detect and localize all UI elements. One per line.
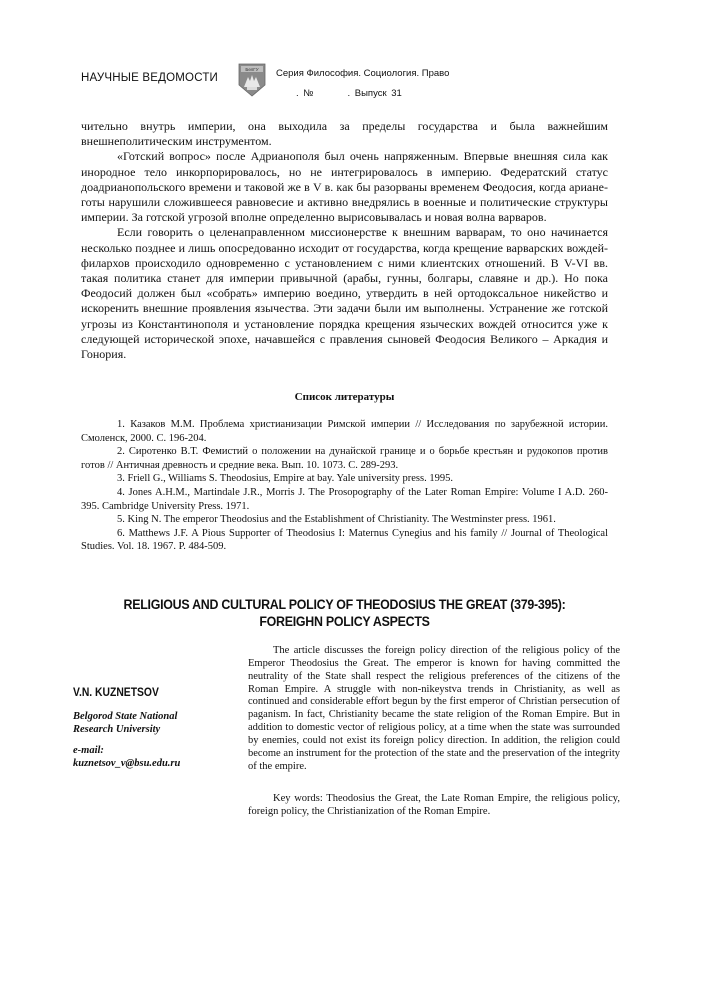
abstract — [248, 645, 620, 773]
reference-item: 3. Friell G., Williams S. Theodosius, Empire at bay. Yale university press. 1995. — [117, 473, 453, 485]
journal-title: НАУЧНЫЕ ВЕДОМОСТИ — [81, 72, 219, 84]
author-email: e-mail: kuznetsov_v@bsu.edu.ru — [73, 745, 181, 769]
reference-item: 6. Matthews J.F. A Pious Supporter of Theodosius I: Maternus Cynegius and his family // Journal of Theological Studies. Vol. 18. 1967. P. 484-509. — [81, 527, 608, 553]
reference-item: 4. Jones A.H.M., Martindale J.R., Morris J. The Prosopography of the Later Roman Empire: Volume I A.D. 260-395. Cambridge University Press. 1971. — [81, 486, 608, 512]
english-title-line: FOREIGHN POLICY ASPECTS — [259, 614, 430, 629]
issue-info — [296, 88, 402, 99]
issue-number: . № — [296, 88, 314, 99]
article-body — [81, 119, 608, 362]
body-paragraph: «Готский вопрос» после Адрианополя был очень напряженным. Впервые внешняя сила как инородное тело инкорпорировалось, но не интегрировалось в империю. Федератский статус доадрианопольского времени и таковой же в V в. как бы разорваны временем Феодосия, когда ариане-готы нарушили сложившееся равновесие и активно внедрялись в военные и политические структуры империи. За готской угрозой вполне определенно вырисовывалась и новая волна варваров. — [81, 149, 608, 225]
reference-item: 5. King N. The emperor Theodosius and the Establishment of Christianity. The Westminster press. 1961. — [117, 514, 556, 526]
logo-text: БелГУ — [245, 67, 259, 72]
references-list — [81, 418, 608, 554]
issue-part: . Выпуск 31 — [347, 88, 402, 99]
author-affiliation: Belgorod State National Research University — [73, 711, 178, 735]
english-title — [102, 596, 587, 630]
keywords-text: Key words: Theodosius the Great, the Late Roman Empire, the religious policy, foreign policy, the Christianization of the Roman Empire. — [248, 793, 620, 817]
body-paragraph: чительно внутрь империи, она выходила за пределы государства и была важнейшим внешнеполитическим инструментом. — [81, 119, 608, 149]
english-title-line: RELIGIOUS AND CULTURAL POLICY OF THEODOSIUS THE GREAT (379-395): — [123, 597, 566, 612]
author-name: V.N. KUZNETSOV — [73, 687, 159, 699]
series-title: Серия Философия. Социология. Право — [276, 68, 450, 79]
abstract-text: The article discusses the foreign policy direction of the religious policy of the Emperor Theodosius the Great. The emperor is known for having committed the neutrality of the State shall respect the religious preferences of the citizens of the Roman Empire. A struggle with non-nikeystva trends in Christianity, as well as continued and considerable effort begun by the first emperor of Christian persecution of paganism. In fact, Christianity became the state religion of the Roman Empire. But in addition to domestic vector of religious policy, at a time when the state was surrounded by enemies, could not exist its foreign policy direction. In addition, the religion could become an instrument for the protection of the state and the preservation of the integrity of the empire. — [248, 645, 620, 772]
references-title: Список литературы — [294, 391, 395, 403]
body-paragraph: Если говорить о целенаправленном миссионерстве к внешним варварам, то оно начинается несколько позднее и лишь опосредованно исходит от государства, когда крещение варварских вождей-филархов происходило одновременно с установлением с ними клиентских отношений. В V-VI вв. такая политика станет для империи привычной (арабы, гунны, болгары, славяне и др.). Но пока Феодосий должен был «собрать» империю воедино, утвердить в ней ортодоксальное никейство и искоренить внешние проявления язычества. Эти задачи были им выполнены. Устранение же готской угрозы из Константинополя и установление порядка крещения языческих вождей относится уже к следующей исторической эпохе, начавшейся с правления сыновей Феодосия Великого – Аркадия и Гонория. — [81, 225, 608, 362]
keywords — [248, 793, 620, 819]
reference-item: 1. Казаков М.М. Проблема христианизации Римской империи // Исследования по зарубежной истории. Смоленск, 2000. С. 196-204. — [81, 419, 608, 444]
university-logo — [238, 63, 266, 97]
reference-item: 2. Сиротенко В.Т. Фемистий о положении на дунайской границе и о борьбе крестьян и рудокопов против готов // Античная древность и средние века. Вып. 10. 1073. С. 289-293. — [81, 446, 608, 471]
